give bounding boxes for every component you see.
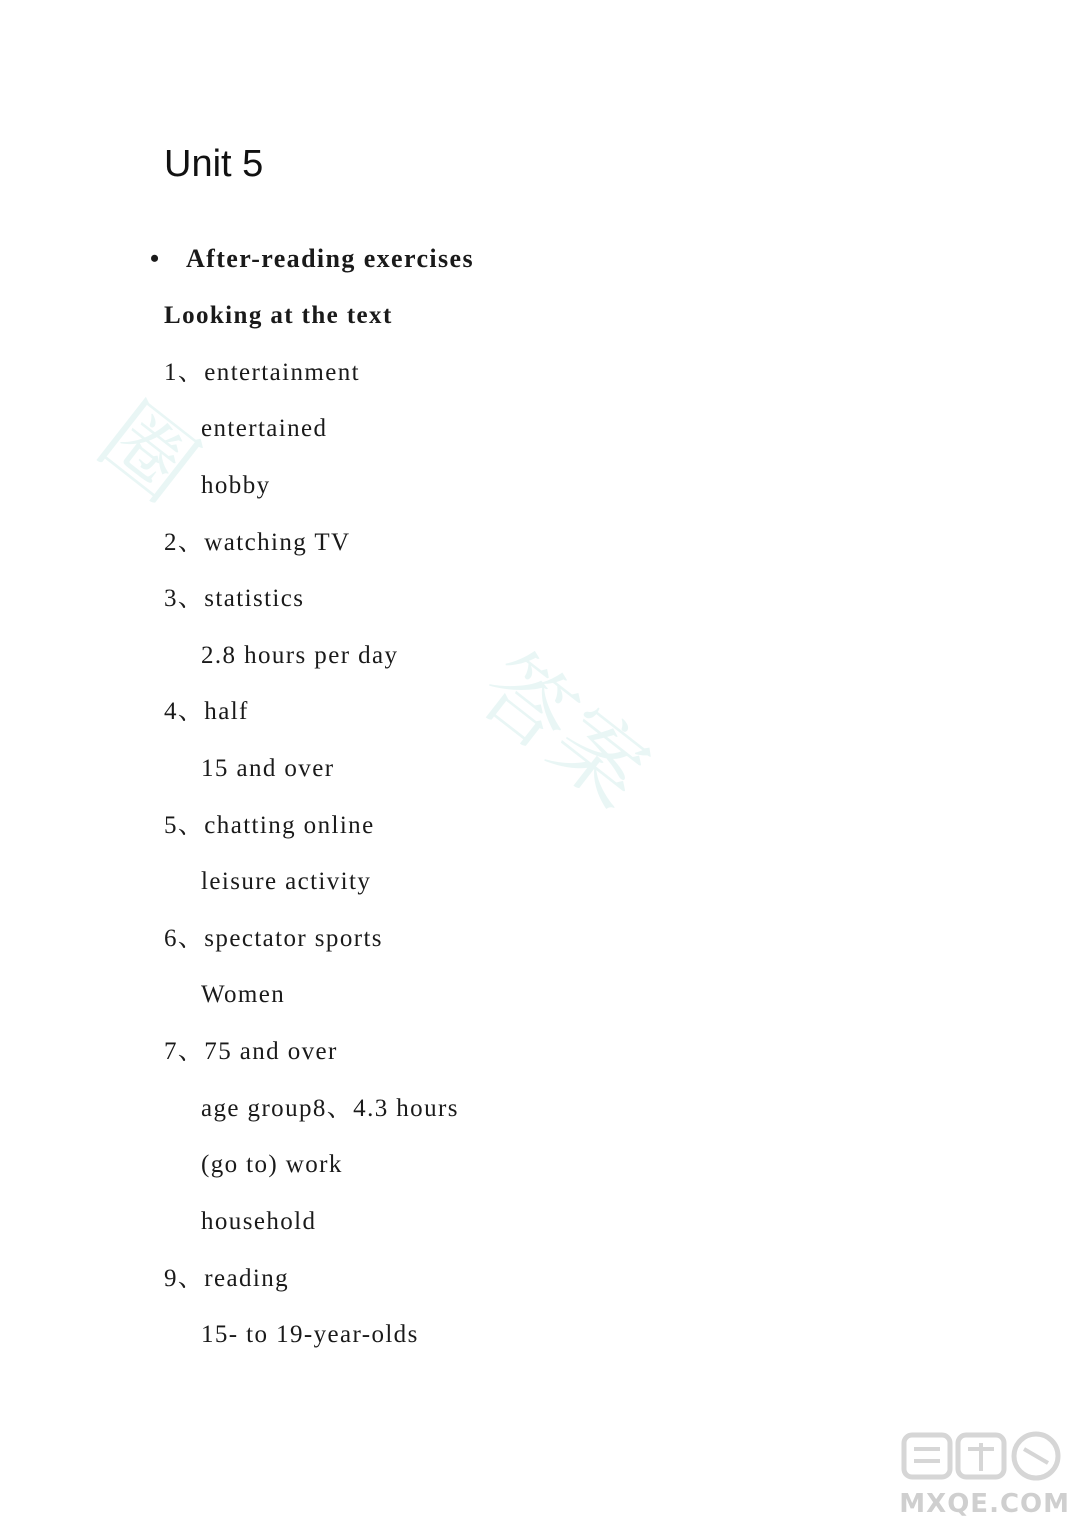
answer-line: 15 and over [201,755,335,782]
page-title: Unit 5 [164,143,264,185]
bullet-icon: • [150,244,160,273]
answer-line: leisure activity [201,868,372,895]
answer-line: 2、watching TV [164,529,351,556]
answer-line: (go to) work [201,1151,343,1178]
site-logo-text: MXQE.COM [899,1489,1070,1519]
answer-line: 2.8 hours per day [201,642,399,669]
answer-line: 3、statistics [164,585,305,612]
answer-line: Women [201,981,286,1008]
answer-line: hobby [201,472,271,499]
subsection-heading: Looking at the text [164,302,393,329]
watermark-text-2: 圈 [80,383,216,522]
answer-line: household [201,1208,317,1235]
answer-line: 4、half [164,698,249,725]
answer-line: 7、75 and over [164,1038,338,1065]
watermark-diagonal [460,633,667,828]
watermark-diagonal-2 [80,383,216,522]
watermark-text: 答案 [460,633,667,828]
answer-line: 15- to 19-year-olds [201,1321,419,1348]
section-heading: After-reading exercises [186,244,475,273]
answer-line: entertained [201,415,328,442]
answer-line: age group8、4.3 hours [201,1095,459,1122]
answer-line: 6、spectator sports [164,925,383,952]
answer-line: 5、chatting online [164,812,375,839]
answer-line: 1、entertainment [164,359,360,386]
answer-line: 9、reading [164,1265,290,1292]
